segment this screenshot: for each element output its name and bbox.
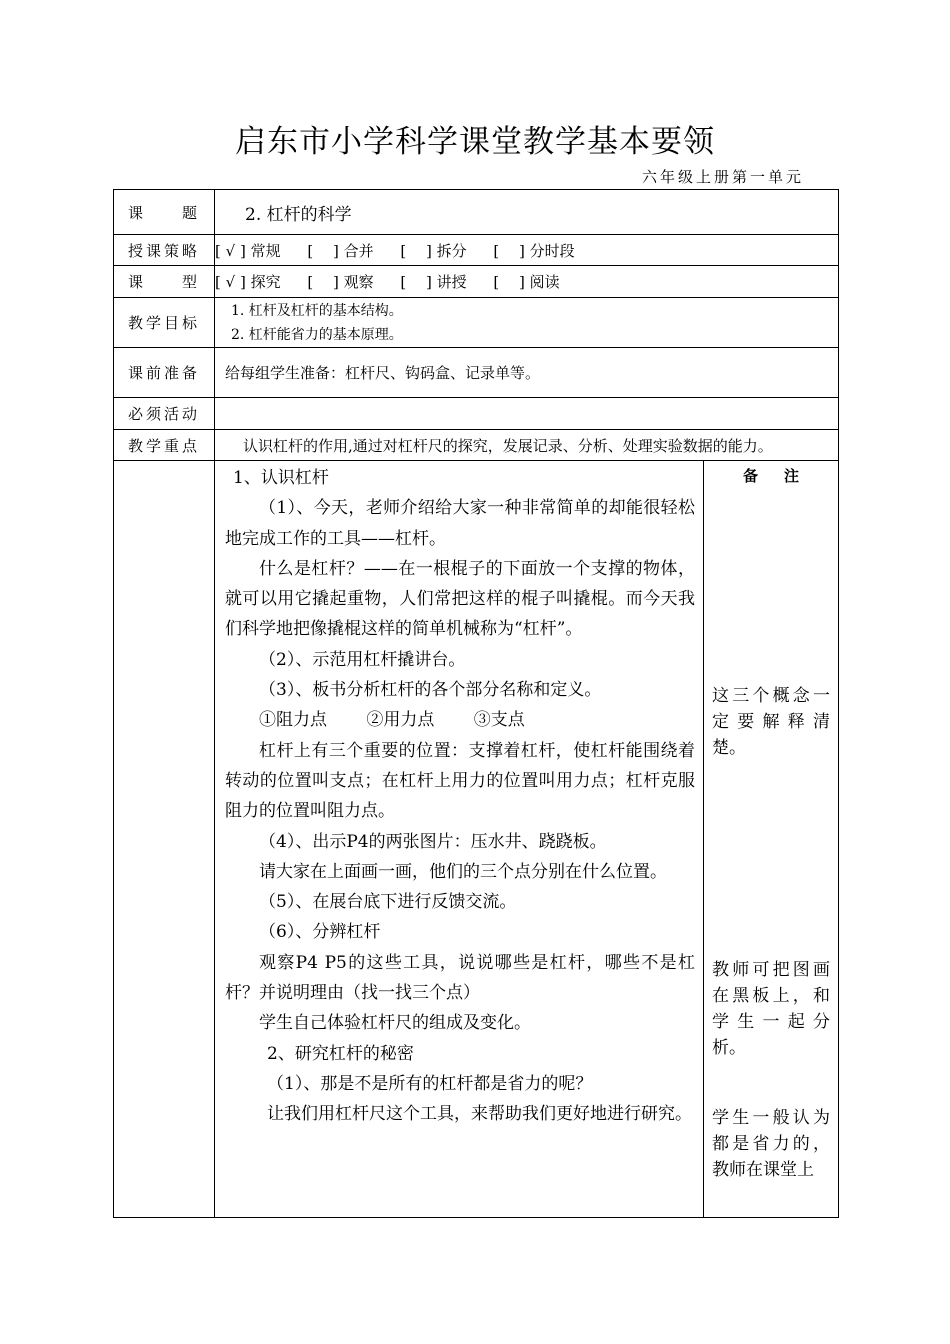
goals-cell <box>215 298 839 348</box>
label-goals: 教学目标 <box>114 298 215 348</box>
type-option[interactable]: [ ] 观察 <box>307 273 374 291</box>
page-title: 启东市小学科学课堂教学基本要领 <box>235 124 715 160</box>
row-goals <box>114 298 839 348</box>
goal-item: 1. 杠杆及杠杆的基本结构。 <box>231 302 403 319</box>
label-activity: 必须活动 <box>114 398 215 430</box>
strategy-option[interactable]: [ ] 分时段 <box>493 241 575 260</box>
label-focus: 教学重点 <box>114 430 215 461</box>
label-strategy: 授课策略 <box>114 235 215 266</box>
process-paragraph: 2、研究杠杆的秘密 <box>267 1043 414 1064</box>
row-strategy <box>114 235 839 266</box>
process-content-cell <box>215 461 704 1218</box>
strategy-option[interactable]: [ √ ] 常规 <box>215 241 281 260</box>
lesson-plan-table <box>113 189 839 1218</box>
topic-value: 2. 杠杆的科学 <box>215 190 839 235</box>
label-type: 课 型 <box>114 266 215 298</box>
activity-value <box>215 398 839 430</box>
type-option[interactable]: [ ] 阅读 <box>493 273 560 291</box>
row-type <box>114 266 839 298</box>
remark-note: 这三个概念一定要解释清楚。 <box>712 686 830 758</box>
process-paragraph: （5）、在展台底下进行反馈交流。 <box>259 892 517 913</box>
remarks-cell <box>704 461 839 1218</box>
process-text <box>215 461 703 1134</box>
process-label-cell <box>114 461 215 1218</box>
strategy-options <box>215 235 839 266</box>
process-paragraph: 什么是杠杆？——在一根棍子的下面放一个支撑的物体，就可以用它撬起重物，人们常把这样的棍子叫撬棍。而今天我们科学地把像撬棍这样的简单机械称为“杠杆”。 <box>225 558 695 640</box>
strategy-option[interactable]: [ ] 拆分 <box>400 241 467 260</box>
type-options <box>215 266 839 298</box>
strategy-option[interactable]: [ ] 合并 <box>307 241 374 260</box>
type-option[interactable]: [ √ ] 探究 <box>215 273 281 291</box>
process-paragraph: 请大家在上面画一画，他们的三个点分别在什么位置。 <box>259 861 667 882</box>
goal-item: 2. 杠杆能省力的基本原理。 <box>231 326 403 343</box>
process-paragraph: 1、认识杠杆 <box>233 468 329 488</box>
remark-note: 教师可把图画在黑板上，和学生一起分析。 <box>712 960 830 1058</box>
label-prep: 课前准备 <box>114 348 215 398</box>
row-topic <box>114 190 839 235</box>
remark-note: 学生一般认为都是省力的，教师在课堂上 <box>712 1108 830 1180</box>
process-paragraph: （1）、那是不是所有的杠杆都是省力的呢？ <box>267 1073 593 1094</box>
process-paragraph: 观察P4 P5的这些工具，说说哪些是杠杆，哪些不是杠杆？并说明理由（找一找三个点） <box>225 952 695 1004</box>
process-paragraph: （2）、示范用杠杆撬讲台。 <box>259 649 466 670</box>
prep-value: 给每组学生准备：杠杆尺、钩码盒、记录单等。 <box>215 348 839 398</box>
process-paragraph: （4）、出示P4的两张图片：压水井、跷跷板。 <box>259 831 607 852</box>
label-topic: 课 题 <box>114 190 215 235</box>
row-activity <box>114 398 839 430</box>
process-paragraph: （6）、分辨杠杆 <box>259 922 381 943</box>
row-prep <box>114 348 839 398</box>
remarks-header: 备注 <box>742 467 825 485</box>
row-process <box>114 461 839 1218</box>
page-subtitle: 六年级上册第一单元 <box>641 168 804 186</box>
process-paragraph: 让我们用杠杆尺这个工具，来帮助我们更好地进行研究。 <box>267 1104 692 1125</box>
type-option[interactable]: [ ] 讲授 <box>400 273 467 291</box>
row-focus <box>114 430 839 461</box>
process-paragraph: （3）、板书分析杠杆的各个部分名称和定义。 <box>259 680 602 701</box>
process-paragraph: （1）、今天，老师介绍给大家一种非常简单的却能很轻松地完成工作的工具——杠杆。 <box>225 498 695 549</box>
process-paragraph: 杠杆上有三个重要的位置：支撑着杠杆，使杠杆能围绕着转动的位置叫支点；在杠杆上用力的位置叫用力点；杠杆克服阻力的位置叫阻力点。 <box>225 740 695 822</box>
focus-value: 认识杠杆的作用,通过对杠杆尺的探究，发展记录、分析、处理实验数据的能力。 <box>215 430 839 461</box>
process-paragraph: 学生自己体验杠杆尺的组成及变化。 <box>259 1013 531 1034</box>
process-paragraph: ①阻力点 ②用力点 ③支点 <box>259 710 525 731</box>
